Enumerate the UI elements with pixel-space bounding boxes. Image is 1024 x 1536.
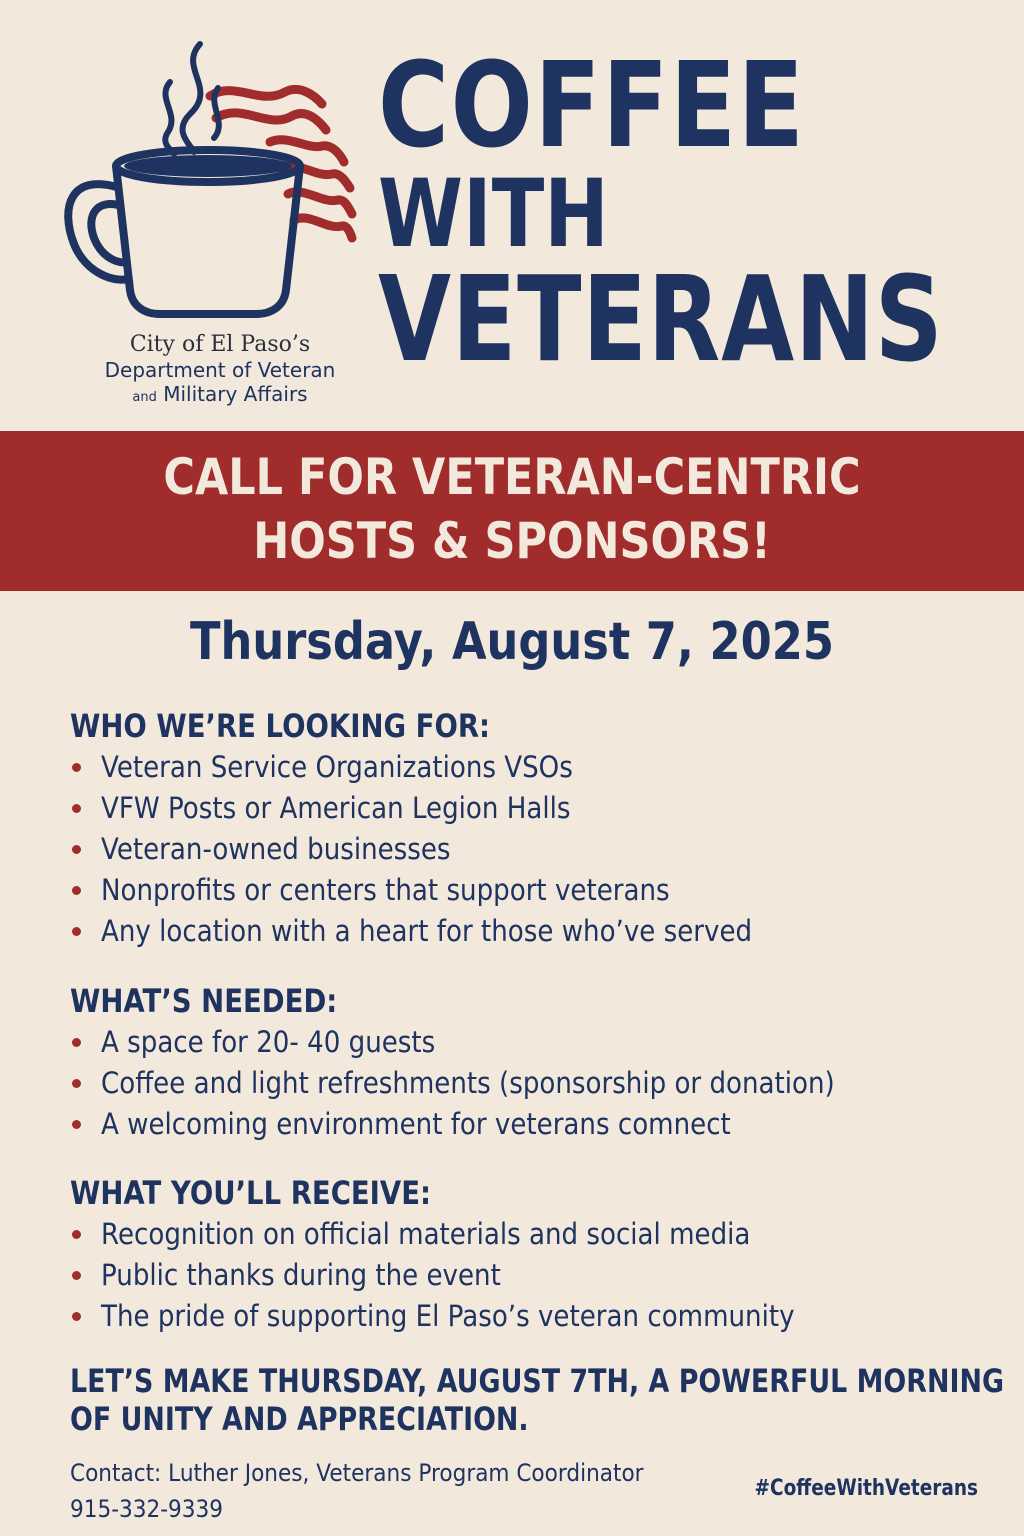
bullet-list: [70, 747, 1010, 952]
bullet-list: [70, 1214, 1010, 1337]
closing-line-2: OF UNITY AND APPRECIATION.: [70, 1400, 529, 1438]
title-line-2: WITH: [378, 160, 609, 269]
title-line-3: VETERANS: [378, 250, 944, 388]
section-heading: WHAT’S NEEDED:: [70, 982, 338, 1020]
banner-line-1: CALL FOR VETERAN-CENTRIC: [163, 448, 861, 506]
bullet-icon: [72, 1271, 81, 1280]
call-banner: [0, 431, 1024, 591]
list-item-text: Recognition on official materials and social media: [101, 1217, 751, 1251]
section-whats-needed: [70, 980, 1010, 1145]
bullet-icon: [72, 1230, 81, 1239]
list-item: [70, 1063, 1010, 1104]
list-item: [70, 1214, 1010, 1255]
closing-statement: [70, 1362, 1024, 1438]
org-line-2: Department of Veteran: [104, 358, 336, 383]
bullet-list: [70, 1022, 1010, 1145]
list-item: [70, 747, 1010, 788]
list-item-text: VFW Posts or American Legion Halls: [101, 791, 571, 825]
section-heading: WHO WE’RE LOOKING FOR:: [70, 707, 491, 745]
list-item-text: Coffee and light refreshments (sponsorship or donation): [101, 1066, 835, 1100]
section-heading: WHAT YOU’LL RECEIVE:: [70, 1174, 432, 1212]
org-line-3-prefix: and: [132, 390, 157, 406]
list-item-text: Any location with a heart for those who’ve served: [101, 914, 753, 948]
list-item: [70, 870, 1010, 911]
bullet-icon: [72, 1312, 81, 1321]
bullet-icon: [72, 845, 81, 854]
list-item: [70, 911, 1010, 952]
title-line-1: COFFEE: [378, 36, 806, 174]
org-line-1: City of El Paso’s: [129, 332, 311, 357]
list-item-text: Public thanks during the event: [101, 1258, 501, 1292]
list-item-text: The pride of supporting El Paso’s veteran community: [101, 1299, 795, 1333]
bullet-icon: [72, 804, 81, 813]
list-item: [70, 1022, 1010, 1063]
coffee-cup-with-flag-icon: [60, 38, 370, 338]
hashtag: #CoffeeWithVeterans: [754, 1476, 978, 1501]
list-item: [70, 829, 1010, 870]
contact-phone: 915-332-9339: [70, 1495, 224, 1523]
bullet-icon: [72, 763, 81, 772]
contact-info: [70, 1455, 707, 1527]
list-item-text: A welcoming environment for veterans comnect: [101, 1107, 731, 1141]
bullet-icon: [72, 1079, 81, 1088]
list-item-text: A space for 20- 40 guests: [101, 1025, 436, 1059]
contact-name: Contact: Luther Jones, Veterans Program Coordinator: [70, 1459, 644, 1487]
bullet-icon: [72, 927, 81, 936]
closing-line-1: LET’S MAKE THURSDAY, AUGUST 7TH, A POWERFUL MORNING: [70, 1362, 1005, 1400]
list-item: [70, 1296, 1010, 1337]
org-line-3-text: Military Affairs: [163, 382, 308, 407]
list-item-text: Veteran-owned businesses: [101, 832, 451, 866]
list-item-text: Nonprofits or centers that support veterans: [101, 873, 670, 907]
list-item: [70, 1104, 1010, 1145]
section-who-looking-for: [70, 705, 1010, 952]
event-date: Thursday, August 7, 2025: [190, 612, 834, 672]
bullet-icon: [72, 886, 81, 895]
organization-name: [70, 332, 370, 406]
logo: [60, 38, 370, 338]
bullet-icon: [72, 1038, 81, 1047]
event-title: [378, 36, 1024, 388]
banner-line-2: HOSTS & SPONSORS!: [253, 512, 771, 570]
section-what-youll-receive: [70, 1172, 1010, 1337]
list-item: [70, 788, 1010, 829]
org-line-3: [70, 382, 370, 406]
list-item: [70, 1255, 1010, 1296]
bullet-icon: [72, 1120, 81, 1129]
list-item-text: Veteran Service Organizations VSOs: [101, 750, 573, 784]
